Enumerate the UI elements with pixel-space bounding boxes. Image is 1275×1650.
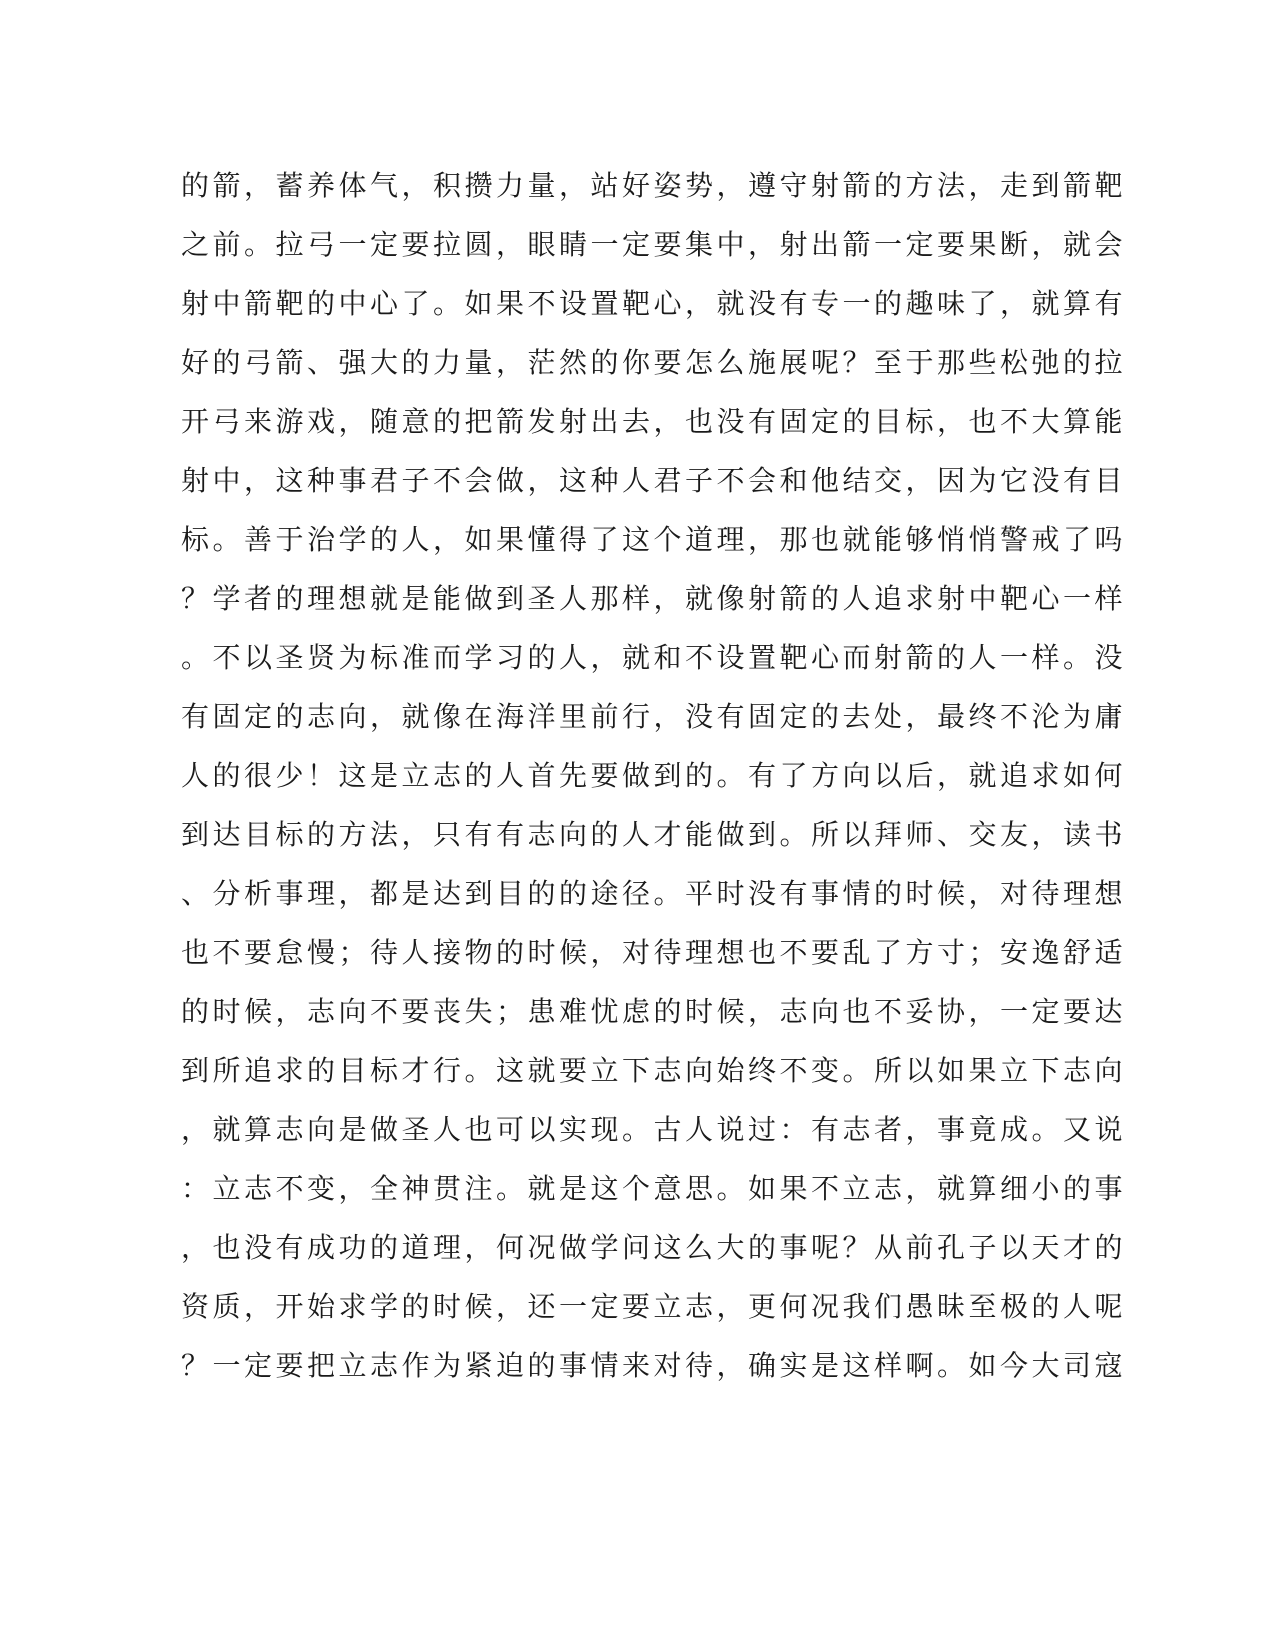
text-line: 的时候，志向不要丧失；患难忧虑的时候，志向也不妥协，一定要达 [181, 995, 1127, 1028]
text-line: 好的弓箭、强大的力量，茫然的你要怎么施展呢？至于那些松弛的拉 [181, 346, 1127, 379]
text-line: 到所追求的目标才行。这就要立下志向始终不变。所以如果立下志向 [181, 1054, 1127, 1087]
text-line: 射中，这种事君子不会做，这种人君子不会和他结交，因为它没有目 [181, 464, 1127, 497]
text-line: 人的很少！这是立志的人首先要做到的。有了方向以后，就追求如何 [181, 759, 1127, 792]
text-line: ？学者的理想就是能做到圣人那样，就像射箭的人追求射中靶心一样 [181, 582, 1127, 615]
text-line: 有固定的志向，就像在海洋里前行，没有固定的去处，最终不沦为庸 [181, 700, 1127, 733]
text-line: 的箭，蓄养体气，积攒力量，站好姿势，遵守射箭的方法，走到箭靶 [181, 169, 1127, 202]
text-line: 资质，开始求学的时候，还一定要立志，更何况我们愚昧至极的人呢 [181, 1290, 1127, 1323]
text-line: ：立志不变，全神贯注。就是这个意思。如果不立志，就算细小的事 [181, 1172, 1127, 1205]
text-line: 之前。拉弓一定要拉圆，眼睛一定要集中，射出箭一定要果断，就会 [181, 228, 1127, 261]
text-line: 到达目标的方法，只有有志向的人才能做到。所以拜师、交友，读书 [181, 818, 1127, 851]
text-line: 射中箭靶的中心了。如果不设置靶心，就没有专一的趣味了，就算有 [181, 287, 1127, 320]
text-line: 也不要怠慢；待人接物的时候，对待理想也不要乱了方寸；安逸舒适 [181, 936, 1127, 969]
text-line: ，也没有成功的道理，何况做学问这么大的事呢？从前孔子以天才的 [181, 1231, 1127, 1264]
text-line: ？一定要把立志作为紧迫的事情来对待，确实是这样啊。如今大司寇 [181, 1349, 1127, 1382]
body-text [181, 156, 1127, 1395]
text-line: 。不以圣贤为标准而学习的人，就和不设置靶心而射箭的人一样。没 [181, 641, 1127, 674]
text-line: 、分析事理，都是达到目的的途径。平时没有事情的时候，对待理想 [181, 877, 1127, 910]
text-line: 标。善于治学的人，如果懂得了这个道理，那也就能够悄悄警戒了吗 [181, 523, 1127, 556]
text-line: 开弓来游戏，随意的把箭发射出去，也没有固定的目标，也不大算能 [181, 405, 1127, 438]
text-line: ，就算志向是做圣人也可以实现。古人说过：有志者，事竟成。又说 [181, 1113, 1127, 1146]
